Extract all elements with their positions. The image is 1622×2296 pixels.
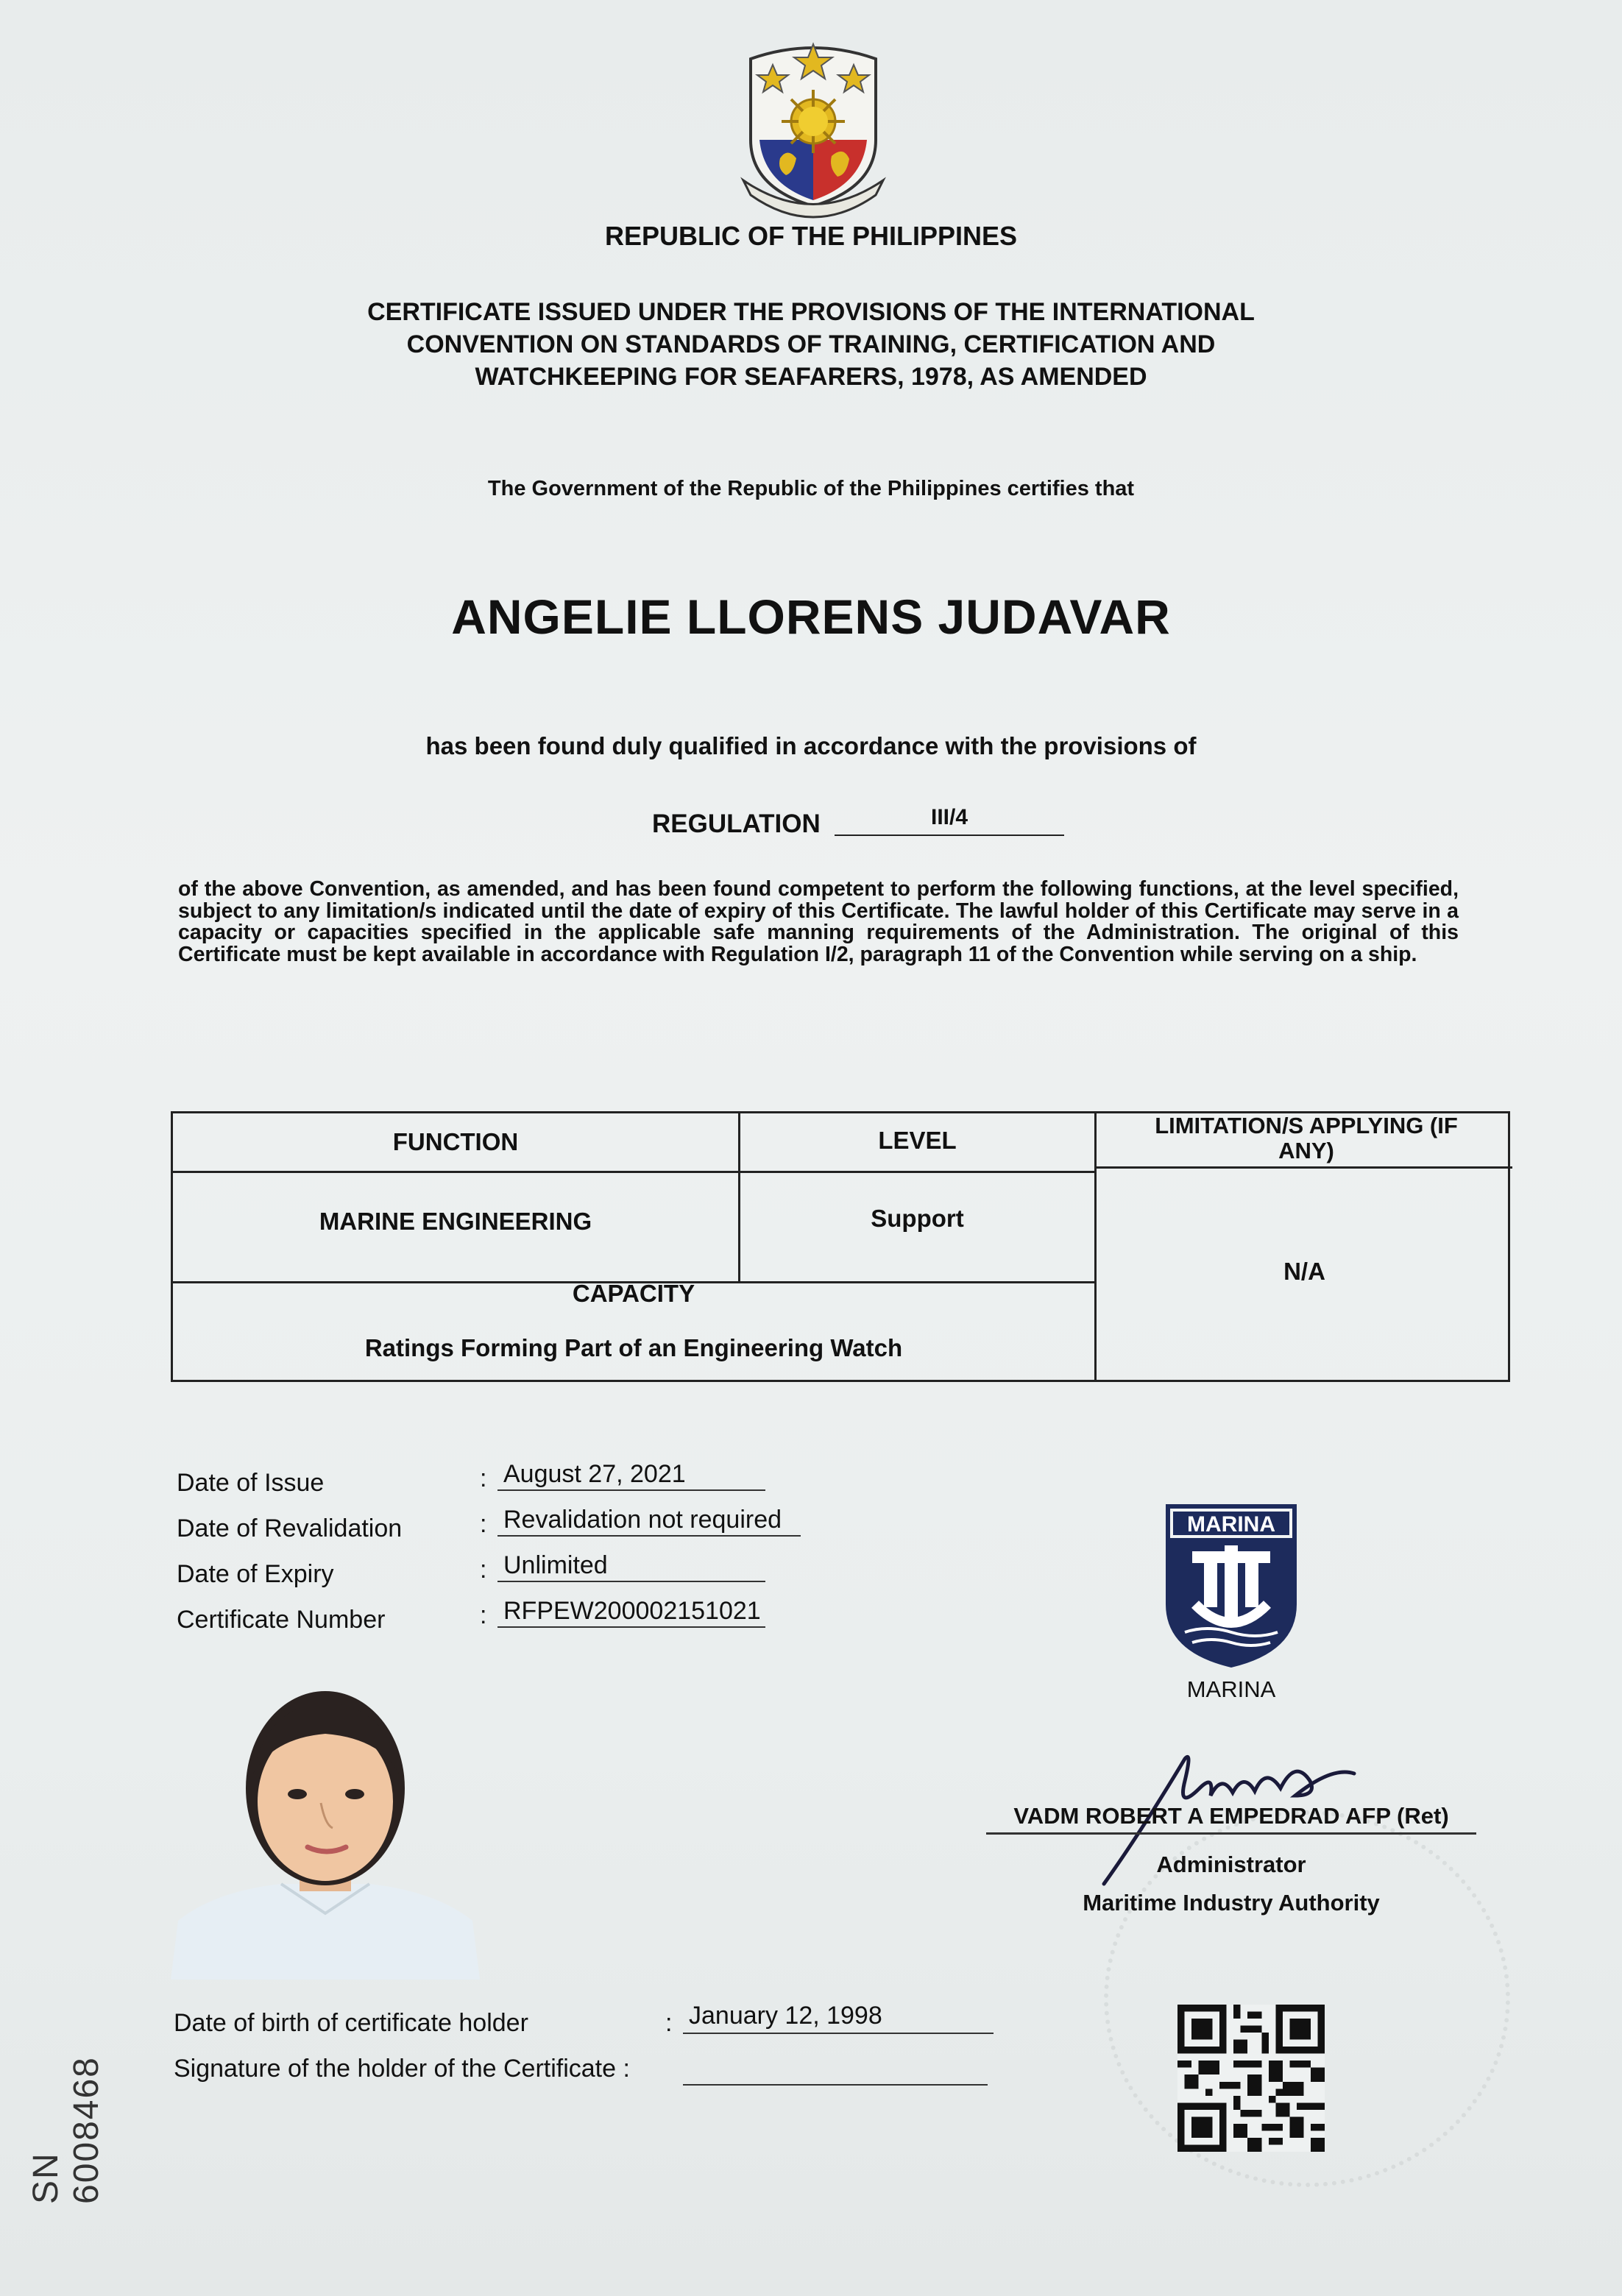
table-divider bbox=[1094, 1166, 1512, 1169]
date-of-expiry-value: Unlimited bbox=[497, 1551, 765, 1582]
convention-heading bbox=[0, 296, 1622, 393]
date-of-revalidation-value: Revalidation not required bbox=[497, 1506, 801, 1537]
level-value: Support bbox=[871, 1205, 964, 1232]
philippine-coat-of-arms-icon bbox=[729, 29, 898, 221]
certifies-statement: The Government of the Republic of the Philippines certifies that bbox=[487, 477, 1135, 500]
competence-paragraph: of the above Convention, as amended, and has been found competent to perform the following functions, at the level specified, subject to any limitation/s indicated until the date of expiry of this Certificate. The lawful holder of this Certificate may serve in a capacity or capacities specified in the applicable safe manning requirements of the Administration. The original of this Certificate must be kept available in accordance with Regulation I/2, paragraph 11 of the Convention while serving on a ship. bbox=[178, 877, 1459, 966]
qualified-statement: has been found duly qualified in accordance with the provisions of bbox=[425, 732, 1197, 759]
marina-name: MARINA bbox=[1186, 1676, 1276, 1702]
field-colon: : bbox=[480, 1601, 487, 1629]
date-of-revalidation-label: Date of Revalidation bbox=[177, 1514, 403, 1542]
serial-number: SN 6008468 bbox=[26, 2056, 106, 2204]
table-divider bbox=[1094, 1113, 1097, 1380]
marina-logo-text: MARINA bbox=[1187, 1512, 1275, 1537]
convention-line-3: WATCHKEEPING FOR SEAFARERS, 1978, AS AMENDED bbox=[475, 363, 1147, 391]
holder-signature-line bbox=[683, 2053, 988, 2086]
field-colon: : bbox=[480, 1556, 487, 1584]
convention-line-2: CONVENTION ON STANDARDS OF TRAINING, CERTIFICATION AND bbox=[406, 330, 1216, 358]
field-colon: : bbox=[665, 2009, 673, 2037]
holder-name: ANGELIE LLORENS JUDAVAR bbox=[451, 589, 1171, 644]
capacity-value: Ratings Forming Part of an Engineering Watch bbox=[364, 1334, 903, 1361]
holder-signature-label-text: Signature of the holder of the Certificate bbox=[174, 2055, 617, 2083]
field-colon: : bbox=[480, 1464, 487, 1492]
capacity-label: CAPACITY bbox=[572, 1280, 695, 1307]
holder-photo bbox=[171, 1670, 480, 1980]
certificate-number-value: RFPEW200002151021 bbox=[497, 1597, 765, 1628]
country-title: REPUBLIC OF THE PHILIPPINES bbox=[604, 221, 1018, 251]
signatory-organization: Maritime Industry Authority bbox=[1083, 1890, 1380, 1916]
holder-signature-label: Signature of the holder of the Certificate : bbox=[174, 2055, 630, 2083]
function-value: MARINE ENGINEERING bbox=[319, 1208, 592, 1235]
header-function: FUNCTION bbox=[392, 1128, 519, 1155]
signatory-title: Administrator bbox=[1156, 1852, 1306, 1877]
certificate-number-label: Certificate Number bbox=[177, 1606, 386, 1634]
function-table bbox=[171, 1111, 1510, 1382]
dob-label: Date of birth of certificate holder bbox=[174, 2009, 528, 2037]
date-of-issue-label: Date of Issue bbox=[177, 1469, 325, 1497]
regulation-value: III/4 bbox=[835, 805, 1064, 836]
header-level: LEVEL bbox=[878, 1127, 957, 1154]
convention-line-1: CERTIFICATE ISSUED UNDER THE PROVISIONS OF THE INTERNATIONAL bbox=[367, 298, 1255, 326]
header-limitations: LIMITATION/S APPLYING (IF ANY) bbox=[1155, 1113, 1458, 1163]
marina-logo bbox=[1163, 1501, 1300, 1670]
qr-code bbox=[1177, 2005, 1325, 2152]
date-of-issue-value: August 27, 2021 bbox=[497, 1460, 765, 1491]
signatory-name: VADM ROBERT A EMPEDRAD AFP (Ret) bbox=[986, 1803, 1476, 1835]
dob-value: January 12, 1998 bbox=[683, 2002, 994, 2034]
table-divider bbox=[173, 1171, 1094, 1173]
limitations-value: N/A bbox=[1283, 1258, 1325, 1285]
regulation-label: REGULATION bbox=[652, 809, 821, 838]
field-colon: : bbox=[480, 1510, 487, 1538]
date-of-expiry-label: Date of Expiry bbox=[177, 1560, 334, 1588]
